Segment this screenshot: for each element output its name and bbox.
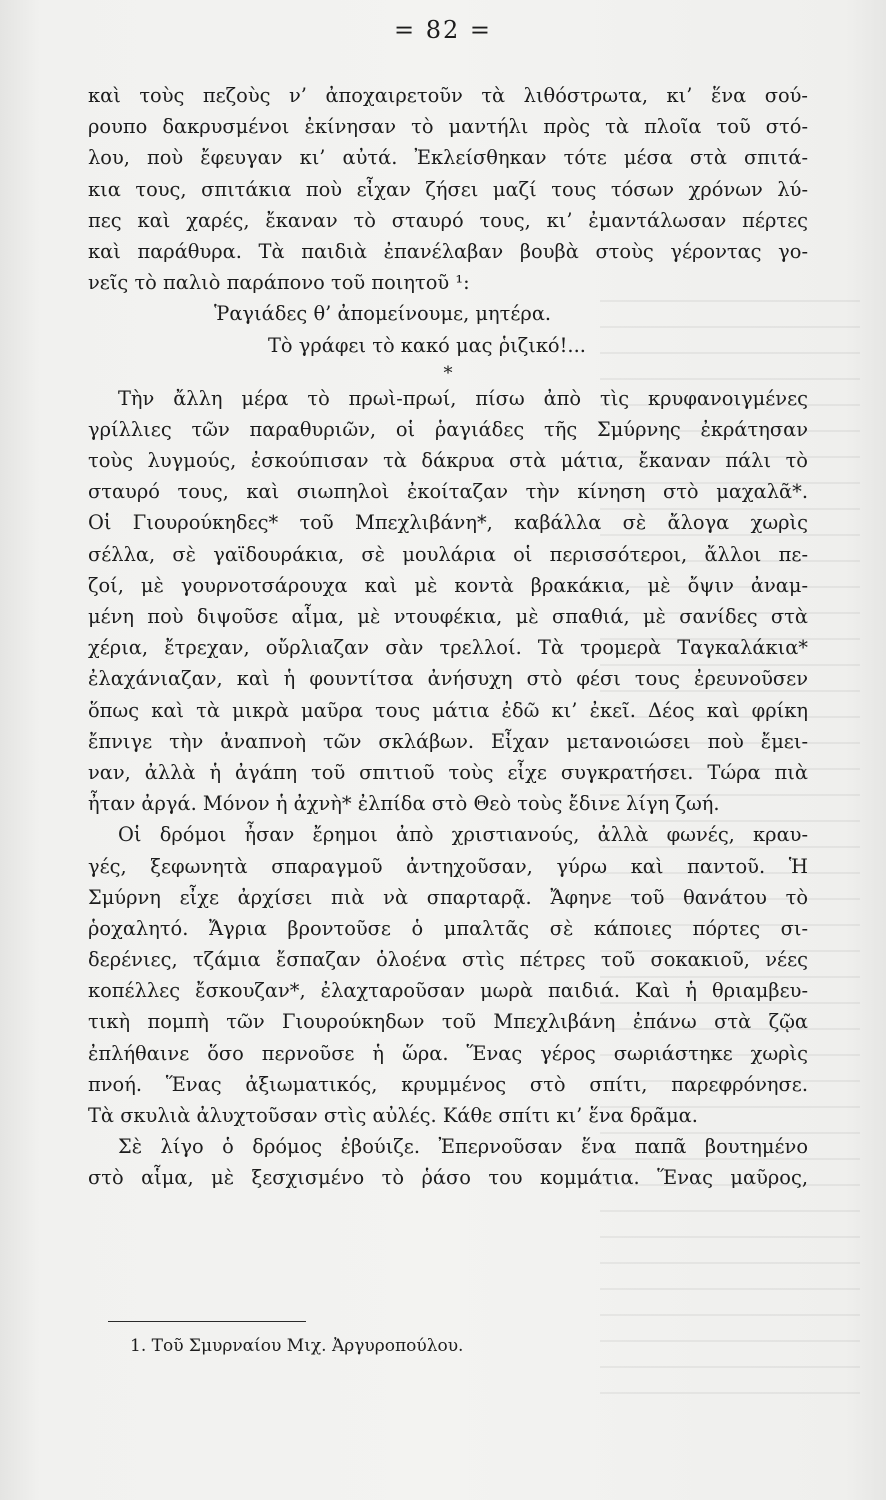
text-line: Σμύρνη εἶχε ἀρχίσει πιὰ νὰ σπαρταρᾷ. Ἄφηνε τοῦ θανάτου τὸ bbox=[88, 885, 808, 909]
body-text bbox=[88, 80, 808, 1194]
text-line: Τὴν ἄλλη μέρα τὸ πρωὶ-πρωί, πίσω ἀπὸ τὶς κρυφανοιγμένες bbox=[118, 386, 808, 410]
footnote-divider bbox=[108, 1321, 306, 1322]
verse-line: Ῥαγιάδες θ’ ἀπομείνουμε, μητέρα. bbox=[214, 302, 552, 326]
text-line: νεῖς τὸ παλιὸ παράπονο τοῦ ποιητοῦ ¹: bbox=[88, 271, 470, 295]
text-line: μένη ποὺ διψοῦσε αἷμα, μὲ ντουφέκια, μὲ σπαθιά, μὲ σανίδες στὰ bbox=[88, 605, 808, 628]
text-line: καὶ τοὺς πεζοὺς ν’ ἀποχαιρετοῦν τὰ λιθόστρωτα, κι’ ἕνα σού- bbox=[88, 84, 808, 107]
text-line: καὶ παράθυρα. Τὰ παιδιὰ ἐπανέλαβαν βουβὰ στοὺς γέροντας γο- bbox=[88, 239, 808, 263]
text-line: πες καὶ χαρές, ἔκαναν τὸ σταυρό τους, κι’ ἐμαντάλωσαν πέρτες bbox=[88, 208, 808, 232]
footnote: 1. Τοῦ Σμυρναίου Μιχ. Ἀργυροπούλου. bbox=[130, 1336, 464, 1356]
text-line: στὸ αἷμα, μὲ ξεσχισμένο τὸ ῥάσο του κομμάτια. Ἕνας μαῦρος, bbox=[88, 1166, 808, 1190]
text-line: ὅπως καὶ τὰ μικρὰ μαῦρα τους μάτια ἐδῶ κι’ ἐκεῖ. Δέος καὶ φρίκη bbox=[88, 698, 808, 722]
text-line: γρίλλιες τῶν παραθυριῶν, οἱ ῥαγιάδες τῆς Σμύρνης ἐκράτησαν bbox=[88, 417, 808, 441]
text-line: πνοή. Ἕνας ἀξιωματικός, κρυμμένος στὸ σπίτι, παρεφρόνησε. bbox=[88, 1072, 808, 1096]
text-line: ἐλαχάνιαζαν, καὶ ἡ φουντίτσα ἀνήσυχη στὸ φέσι τους ἐρευνοῦσεν bbox=[88, 667, 808, 691]
text-line: σταυρό τους, καὶ σιωπηλοὶ ἐκοίταζαν τὴν κίνηση στὸ μαχαλᾶ*. bbox=[88, 480, 808, 504]
text-line: ῥοχαλητό. Ἄγρια βροντοῦσε ὁ μπαλτᾶς σὲ κάποιες πόρτες σι- bbox=[88, 916, 808, 940]
text-line: λου, ποὺ ἔφευγαν κι’ αὐτά. Ἐκλείσθηκαν τότε μέσα στὰ σπιτά- bbox=[88, 146, 808, 170]
text-line: σέλλα, σὲ γαϊδουράκια, σὲ μουλάρια οἱ περισσότεροι, ἄλλοι πε- bbox=[88, 542, 808, 566]
text-line: ρουπο δακρυσμένοι ἐκίνησαν τὸ μαντήλι πρὸς τὰ πλοῖα τοῦ στό- bbox=[88, 115, 808, 139]
text-line: Οἱ δρόμοι ἦσαν ἔρημοι ἀπὸ χριστιανούς, ἀλλὰ φωνές, κραυ- bbox=[118, 823, 808, 847]
text-line: κοπέλλες ἔσκουζαν*, ἐλαχταροῦσαν μωρὰ παιδιά. Καὶ ἡ θριαμβευ- bbox=[88, 979, 808, 1003]
text-line: δερένιες, τζάμια ἔσπαζαν ὁλοένα στὶς πέτρες τοῦ σοκακιοῦ, νέες bbox=[88, 948, 808, 972]
text-line: Οἱ Γιουρούκηδες* τοῦ Μπεχλιβάνη*, καβάλλα σὲ ἄλογα χωρὶς bbox=[88, 511, 808, 535]
text-line: ἦταν ἀργά. Μόνον ἡ ἀχνὴ* ἐλπίδα στὸ Θεὸ τοὺς ἔδινε λίγη ζωή. bbox=[88, 792, 720, 816]
text-line: γές, ξεφωνητὰ σπαραγμοῦ ἀντηχοῦσαν, γύρω καὶ παντοῦ. Ἡ bbox=[88, 854, 808, 878]
text-line: τοὺς λυγμούς, ἐσκούπισαν τὰ δάκρυα στὰ μάτια, ἔκαναν πάλι τὸ bbox=[88, 449, 808, 473]
text-line: τικὴ πομπὴ τῶν Γιουρούκηδων τοῦ Μπεχλιβάνη ἐπάνω στὰ ζῷα bbox=[88, 1010, 808, 1034]
text-line: Τὰ σκυλιὰ ἀλυχτοῦσαν στὶς αὐλές. Κάθε σπίτι κι’ ἕνα δρᾶμα. bbox=[88, 1104, 698, 1127]
section-asterisk: * bbox=[443, 362, 453, 383]
text-line: κια τους, σπιτάκια ποὺ εἶχαν ζήσει μαζί τους τόσων χρόνων λύ- bbox=[88, 177, 808, 201]
text-line: χέρια, ἔτρεχαν, οὔρλιαζαν σὰν τρελλοί. Τὰ τρομερὰ Ταγκαλάκια* bbox=[88, 636, 808, 660]
verse-line: Τὸ γράφει τὸ κακό μας ῥιζικό!... bbox=[268, 333, 586, 357]
page-number: = 82 = bbox=[393, 16, 492, 44]
text-line: ἔπνιγε τὴν ἀναπνοὴ τῶν σκλάβων. Εἶχαν μετανοιώσει ποὺ ἔμει- bbox=[88, 729, 808, 753]
text-line: ἐπλήθαινε ὅσο περνοῦσε ἡ ὥρα. Ἕνας γέρος σωριάστηκε χωρὶς bbox=[88, 1041, 808, 1065]
text-line: ναν, ἀλλὰ ἡ ἀγάπη τοῦ σπιτιοῦ τοὺς εἶχε συγκρατήσει. Τώρα πιὰ bbox=[88, 760, 808, 784]
text-line: Σὲ λίγο ὁ δρόμος ἐβούιζε. Ἐπερνοῦσαν ἕνα παπᾶ βουτημένο bbox=[118, 1135, 808, 1159]
text-line: ζοί, μὲ γουρνοτσάρουχα καὶ μὲ κοντὰ βρακάκια, μὲ ὄψιν ἀναμ- bbox=[88, 573, 808, 597]
